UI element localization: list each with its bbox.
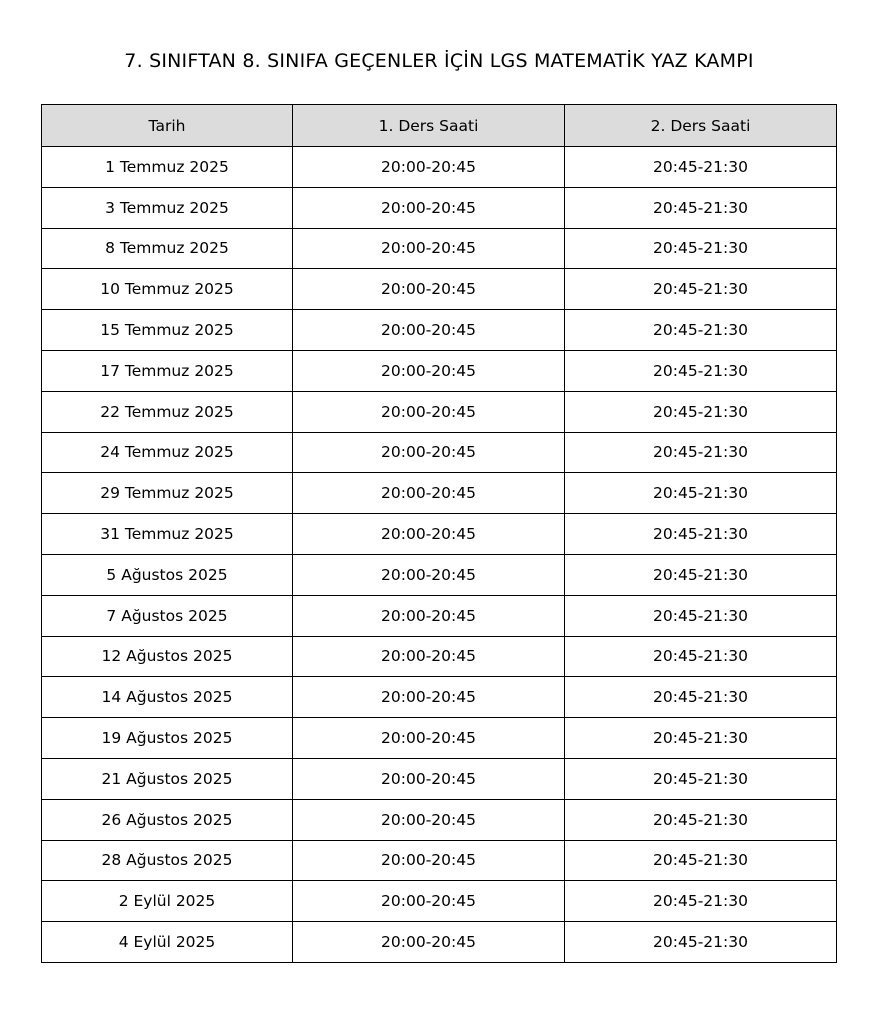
date-cell: 10 Temmuz 2025: [42, 269, 293, 310]
date-cell: 5 Ağustos 2025: [42, 554, 293, 595]
header-row: [42, 105, 837, 147]
date-cell: 8 Temmuz 2025: [42, 228, 293, 269]
second-lesson-cell: 20:45-21:30: [565, 473, 837, 514]
table-row: [42, 350, 837, 391]
second-lesson-cell: 20:45-21:30: [565, 391, 837, 432]
table-row: [42, 677, 837, 718]
table-row: [42, 799, 837, 840]
table-row: [42, 147, 837, 188]
first-lesson-cell: 20:00-20:45: [293, 514, 565, 555]
second-lesson-cell: 20:45-21:30: [565, 432, 837, 473]
second-lesson-cell: 20:45-21:30: [565, 881, 837, 922]
first-lesson-cell: 20:00-20:45: [293, 636, 565, 677]
date-cell: 2 Eylül 2025: [42, 881, 293, 922]
second-lesson-cell: 20:45-21:30: [565, 922, 837, 963]
table-body: [42, 147, 837, 963]
table-row: [42, 718, 837, 759]
second-lesson-cell: 20:45-21:30: [565, 595, 837, 636]
first-lesson-cell: 20:00-20:45: [293, 147, 565, 188]
table-row: [42, 391, 837, 432]
header-date: Tarih: [42, 105, 293, 147]
date-cell: 15 Temmuz 2025: [42, 310, 293, 351]
date-cell: 12 Ağustos 2025: [42, 636, 293, 677]
date-cell: 4 Eylül 2025: [42, 922, 293, 963]
date-cell: 7 Ağustos 2025: [42, 595, 293, 636]
table-row: [42, 310, 837, 351]
first-lesson-cell: 20:00-20:45: [293, 718, 565, 759]
table-row: [42, 554, 837, 595]
table-row: [42, 881, 837, 922]
first-lesson-cell: 20:00-20:45: [293, 595, 565, 636]
table-row: [42, 636, 837, 677]
table-row: [42, 922, 837, 963]
date-cell: 31 Temmuz 2025: [42, 514, 293, 555]
second-lesson-cell: 20:45-21:30: [565, 310, 837, 351]
date-cell: 17 Temmuz 2025: [42, 350, 293, 391]
second-lesson-cell: 20:45-21:30: [565, 799, 837, 840]
date-cell: 19 Ağustos 2025: [42, 718, 293, 759]
page-title: 7. SINIFTAN 8. SINIFA GEÇENLER İÇİN LGS MATEMATİK YAZ KAMPI: [124, 50, 754, 72]
first-lesson-cell: 20:00-20:45: [293, 269, 565, 310]
second-lesson-cell: 20:45-21:30: [565, 514, 837, 555]
first-lesson-cell: 20:00-20:45: [293, 310, 565, 351]
first-lesson-cell: 20:00-20:45: [293, 391, 565, 432]
first-lesson-cell: 20:00-20:45: [293, 799, 565, 840]
second-lesson-cell: 20:45-21:30: [565, 554, 837, 595]
second-lesson-cell: 20:45-21:30: [565, 636, 837, 677]
second-lesson-cell: 20:45-21:30: [565, 147, 837, 188]
first-lesson-cell: 20:00-20:45: [293, 922, 565, 963]
date-cell: 3 Temmuz 2025: [42, 187, 293, 228]
date-cell: 14 Ağustos 2025: [42, 677, 293, 718]
schedule-table: [41, 104, 837, 963]
first-lesson-cell: 20:00-20:45: [293, 432, 565, 473]
first-lesson-cell: 20:00-20:45: [293, 840, 565, 881]
table-row: [42, 595, 837, 636]
date-cell: 26 Ağustos 2025: [42, 799, 293, 840]
table-row: [42, 432, 837, 473]
date-cell: 29 Temmuz 2025: [42, 473, 293, 514]
date-cell: 1 Temmuz 2025: [42, 147, 293, 188]
first-lesson-cell: 20:00-20:45: [293, 554, 565, 595]
second-lesson-cell: 20:45-21:30: [565, 228, 837, 269]
header-first-lesson: 1. Ders Saati: [293, 105, 565, 147]
first-lesson-cell: 20:00-20:45: [293, 758, 565, 799]
table-row: [42, 228, 837, 269]
table-row: [42, 187, 837, 228]
second-lesson-cell: 20:45-21:30: [565, 677, 837, 718]
table-row: [42, 840, 837, 881]
second-lesson-cell: 20:45-21:30: [565, 840, 837, 881]
first-lesson-cell: 20:00-20:45: [293, 881, 565, 922]
table-row: [42, 514, 837, 555]
first-lesson-cell: 20:00-20:45: [293, 228, 565, 269]
date-cell: 28 Ağustos 2025: [42, 840, 293, 881]
date-cell: 21 Ağustos 2025: [42, 758, 293, 799]
second-lesson-cell: 20:45-21:30: [565, 187, 837, 228]
first-lesson-cell: 20:00-20:45: [293, 473, 565, 514]
second-lesson-cell: 20:45-21:30: [565, 758, 837, 799]
table-row: [42, 758, 837, 799]
table-row: [42, 473, 837, 514]
date-cell: 24 Temmuz 2025: [42, 432, 293, 473]
first-lesson-cell: 20:00-20:45: [293, 677, 565, 718]
table-header: [42, 105, 837, 147]
header-second-lesson: 2. Ders Saati: [565, 105, 837, 147]
second-lesson-cell: 20:45-21:30: [565, 269, 837, 310]
date-cell: 22 Temmuz 2025: [42, 391, 293, 432]
second-lesson-cell: 20:45-21:30: [565, 718, 837, 759]
first-lesson-cell: 20:00-20:45: [293, 350, 565, 391]
second-lesson-cell: 20:45-21:30: [565, 350, 837, 391]
first-lesson-cell: 20:00-20:45: [293, 187, 565, 228]
table-row: [42, 269, 837, 310]
